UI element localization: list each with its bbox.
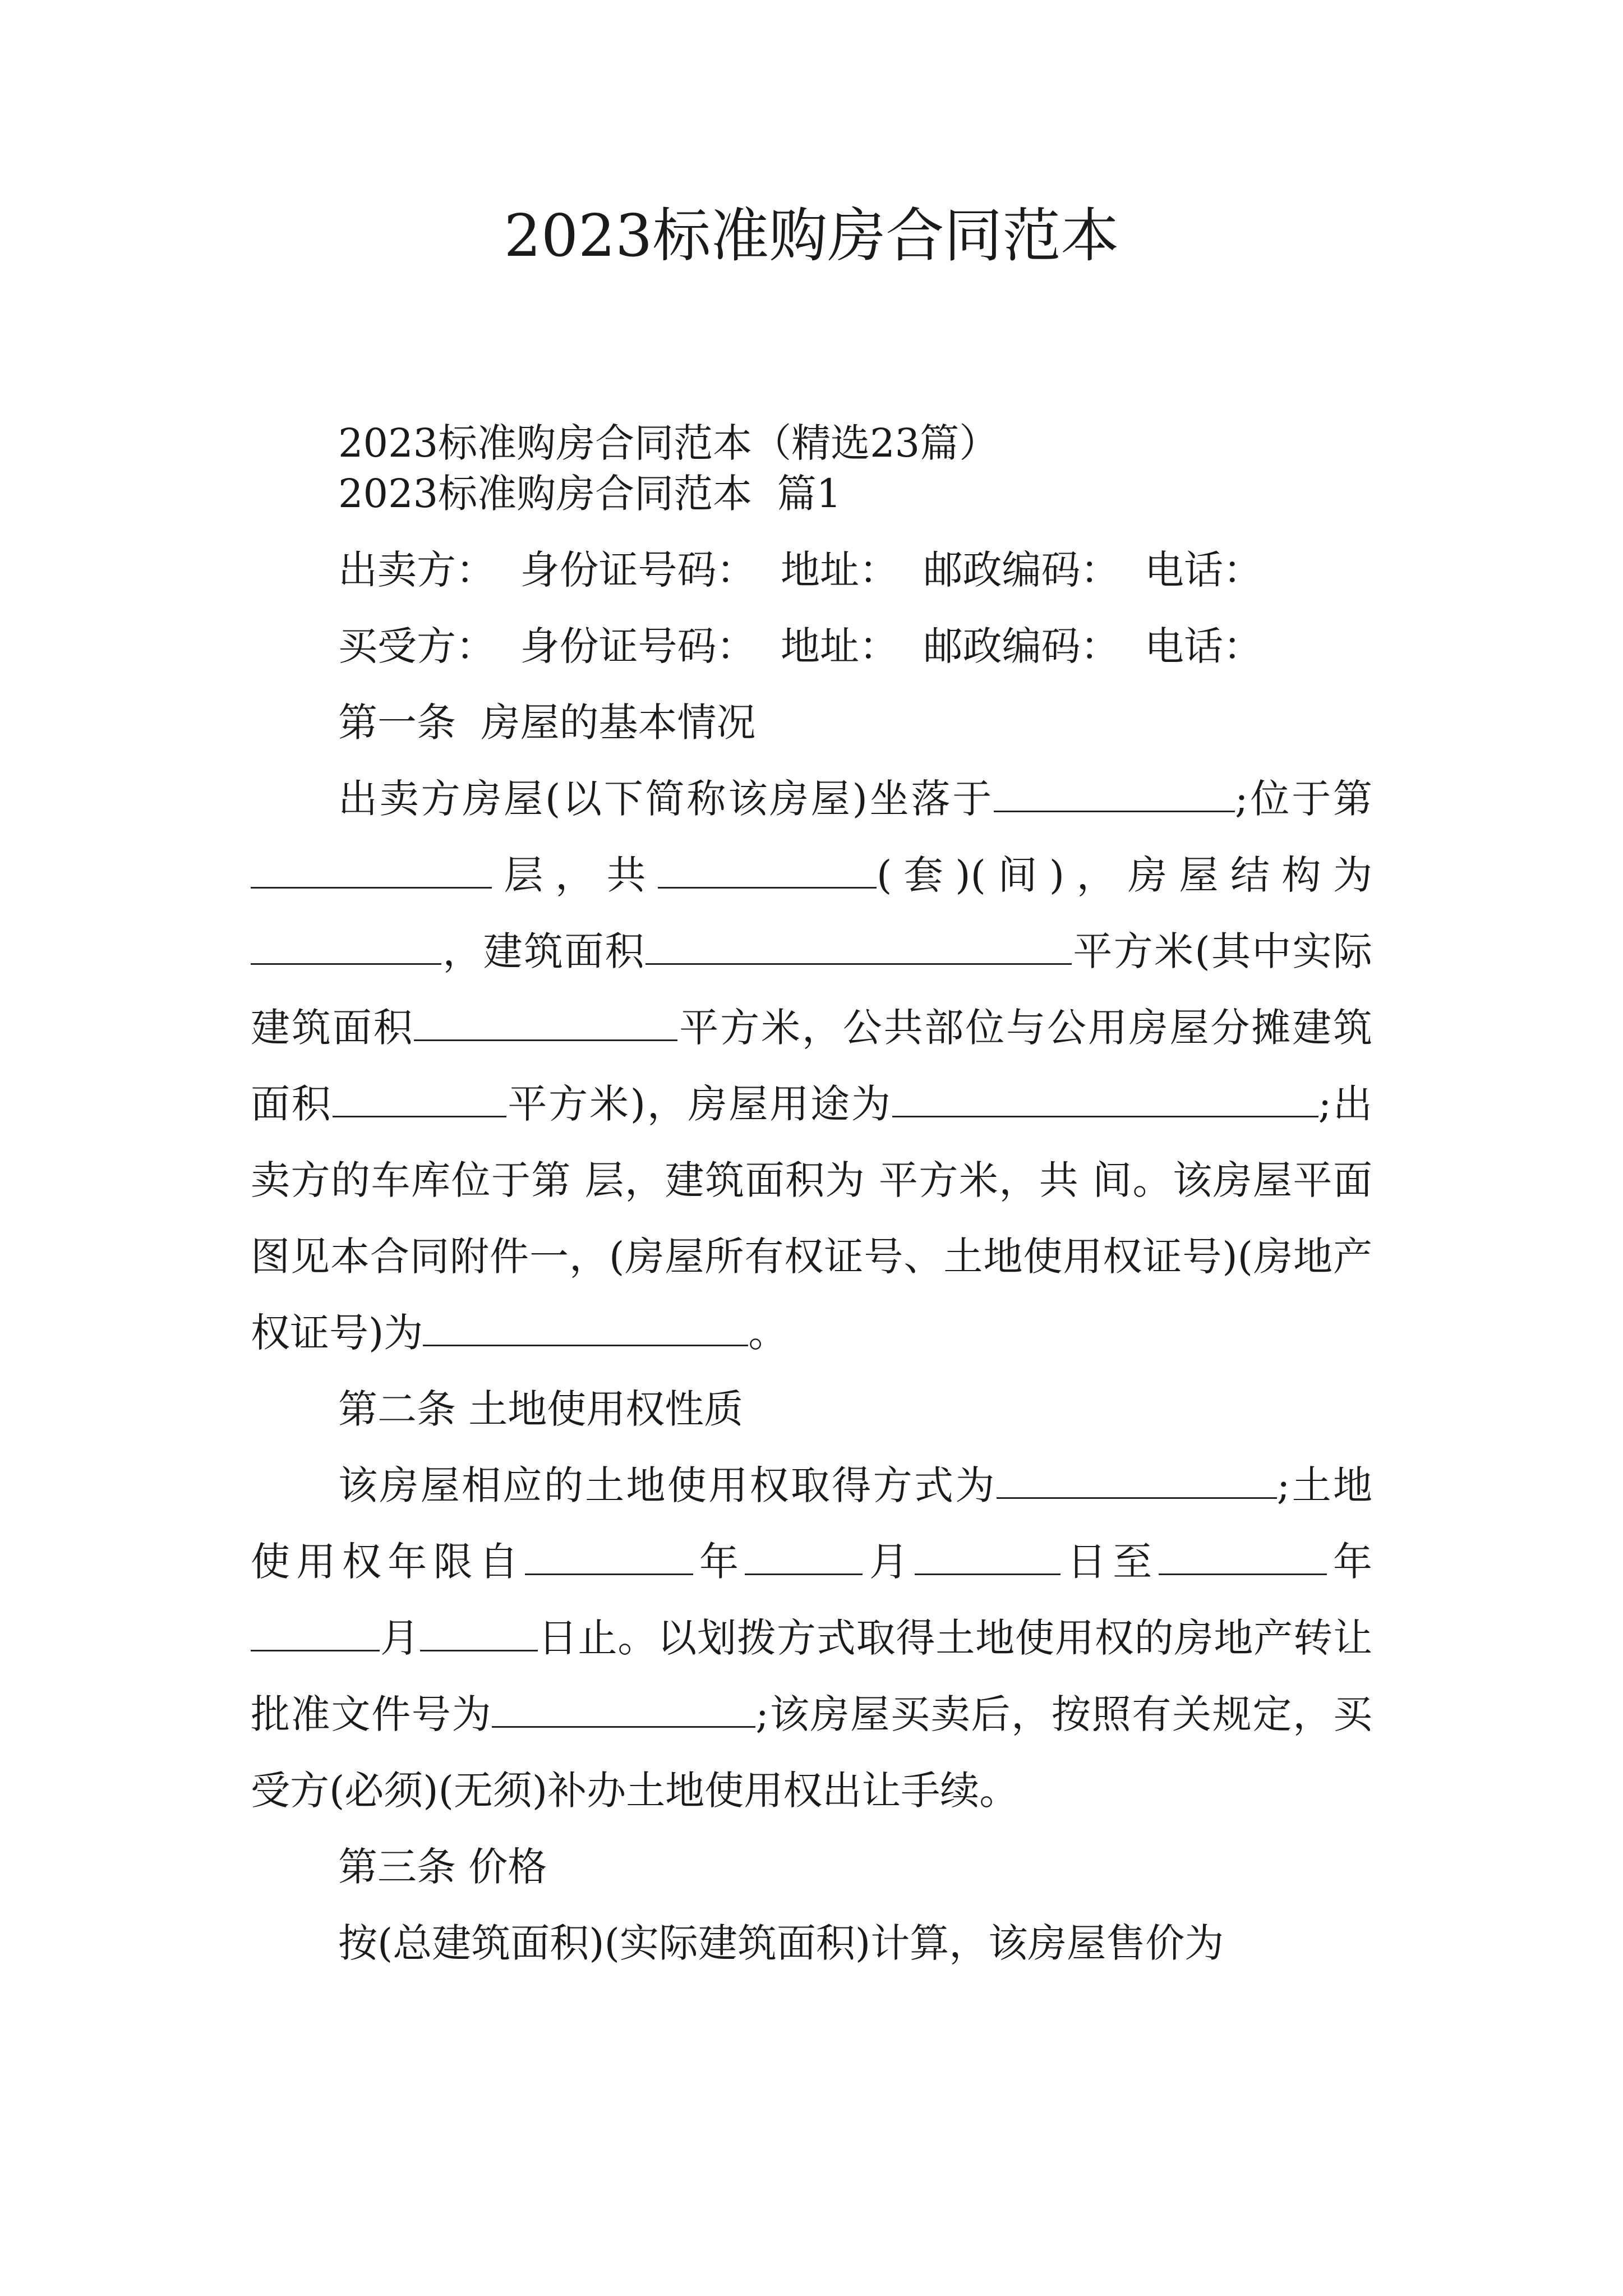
shared-area-blank [333,1084,506,1117]
article-1-text-e: ，建筑面积 [441,928,646,974]
total-floors-blank [658,855,877,889]
article-2-paragraph [251,1447,1372,1829]
article-2-text-c: 年 [693,1539,745,1585]
article-1-text-j: 。 [748,1310,788,1356]
structure-blank [251,932,441,965]
article-2-text-b: ;土地使用权年限自 [251,1462,1372,1585]
document-title: 2023标准购房合同范本 [504,201,1119,270]
end-year-blank [1159,1542,1327,1575]
buyer-line: 买受方： 身份证号码： 地址： 邮政编码： 电话： [338,623,1263,669]
article-2-text-e: 日至 [1061,1539,1159,1585]
certificate-number-blank [423,1313,748,1346]
usage-blank [892,1084,1318,1117]
article-1-text-c: 层，共 [492,852,658,898]
start-year-blank [525,1542,693,1575]
part-heading: 2023标准购房合同范本 篇1 [338,471,842,517]
start-day-blank [915,1542,1061,1575]
location-blank [994,779,1235,812]
article-1-text-i: ;出卖方的车库位于第 层，建筑面积为 平方米，共 间。该房屋平面图见本合同附件一，(房屋所有权证号、土地使用权证号)(房地产权证号)为 [251,1081,1373,1356]
end-month-blank [251,1618,380,1651]
article-2-text-d: 月 [863,1539,915,1585]
acquisition-method-blank [997,1466,1277,1499]
article-2-text-i: ;该房屋买卖后，按照有关规定，买受方(必须)(无须)补办土地使用权出让手续。 [251,1691,1372,1814]
actual-area-blank [414,1008,677,1041]
article-3-paragraph: 按(总建筑面积)(实际建筑面积)计算，该房屋售价为 [338,1920,1224,1966]
document-subtitle: 2023标准购房合同范本（精选23篇） [338,420,999,466]
article-1-text-d: (套)(间)，房屋结构为 [876,852,1372,898]
article-2-text-h: 日止。以划拨方式取得土地使用权的房地产转让批准文件号为 [251,1615,1373,1737]
article-3-heading: 第三条 价格 [338,1844,547,1890]
article-1-heading: 第一条 房屋的基本情况 [338,700,756,746]
contract-body [251,761,1372,1981]
article-1-text-g: 平方米，公共部位与公用房屋分摊建筑面积 [251,1005,1373,1127]
article-2-text-f: 年 [1326,1539,1373,1585]
article-1-text-b: ;位于第 [1235,776,1372,822]
article-2-heading: 第二条 土地使用权性质 [338,1386,744,1432]
article-2-text-g: 月 [380,1615,420,1661]
floor-area-blank [645,932,1072,965]
article-2-text-a: 该房屋相应的土地使用权取得方式为 [338,1462,997,1508]
article-1-paragraph [251,761,1372,1371]
article-1-text-f: 平方米(其中实际建筑面积 [251,928,1373,1051]
approval-document-blank [492,1695,755,1728]
article-1-text-h: 平方米)，房屋用途为 [506,1081,892,1127]
floor-blank [251,855,492,889]
seller-line: 出卖方： 身份证号码： 地址： 邮政编码： 电话： [338,547,1263,593]
start-month-blank [745,1542,863,1575]
article-1-text-a: 出卖方房屋(以下简称该房屋)坐落于 [338,776,994,822]
end-day-blank [420,1618,538,1651]
